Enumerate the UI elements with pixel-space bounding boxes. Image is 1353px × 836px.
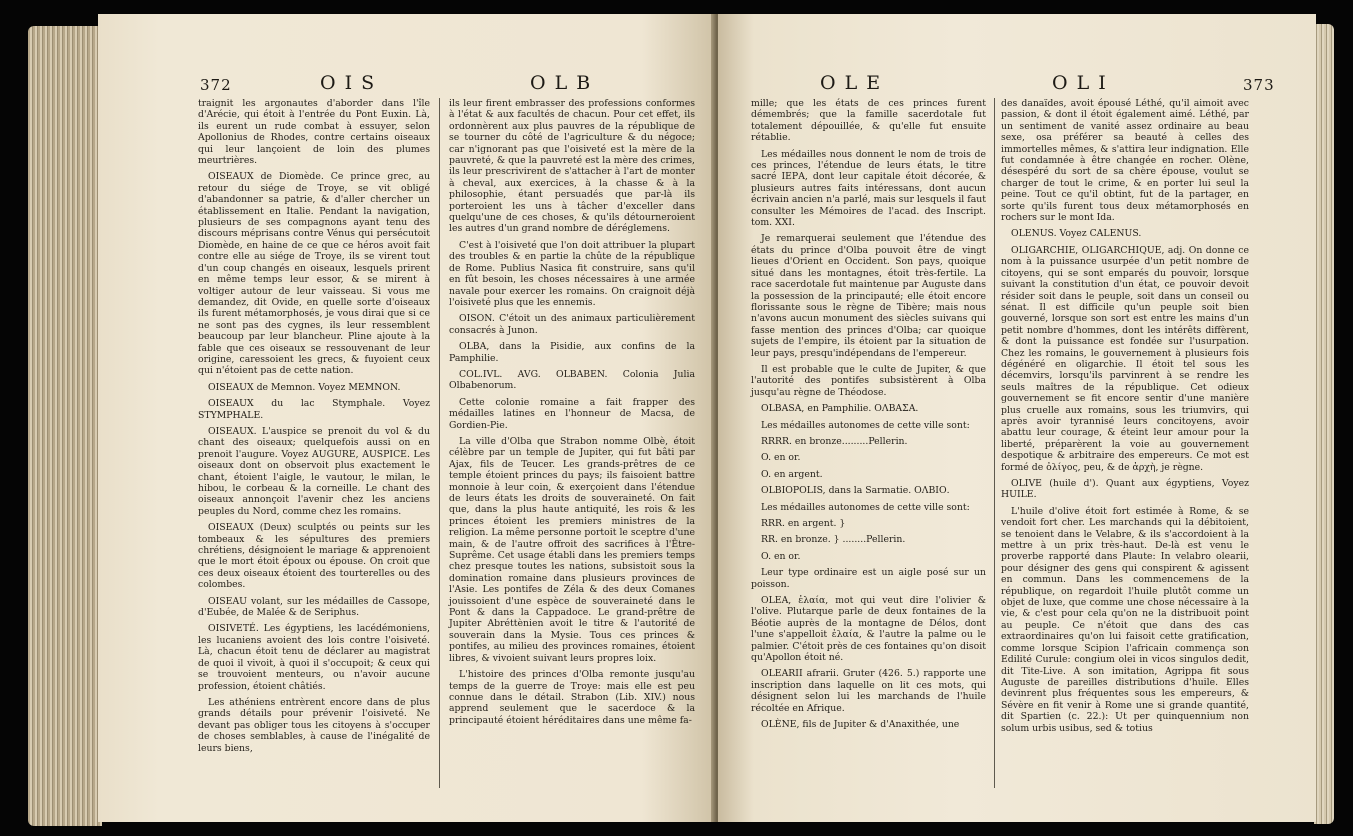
- paragraph: C'est à l'oisiveté que l'on doit attribuer la plupart des troubles & en partie la chûte de la république de Rome. Publius Nasica fit construire, sans qu'il en fût besoin, les choses nécessaires à une armée navale pour exercer les romains. On craignoit déjà l'oisiveté plus que les ennemis.: [449, 239, 695, 308]
- paragraph: OLBA, dans la Pisidie, aux confins de la Pamphilie.: [449, 341, 695, 364]
- page-edges-left: [28, 26, 102, 826]
- right-page-column-1: [751, 98, 986, 736]
- paragraph: O. en or.: [761, 550, 801, 562]
- paragraph: des danaïdes, avoit épousé Léthé, qu'il aimoit avec passion, & dont il étoit également aimé. Léthé, par un sentiment de vanité assez ordinaire au beau sexe, osa préférer sa beauté à celles des immortelles mêmes, & s'attira leur indignation. Elle fut condamnée à être changée en rocher. Olène, désespéré du sort de sa chère épouse, voulut se charger de tout le crime, & en porter lui seul la peine. Tout ce qu'il obtint, fut de la partager, en sorte qu'ils furent tous deux métamorphosés en rochers sur le mont Ida.: [1001, 98, 1249, 224]
- page-edges-right: [1314, 24, 1334, 824]
- left-page-column-2: [449, 98, 695, 731]
- paragraph: OISEAUX de Memnon. Voyez MEMNON.: [208, 381, 401, 393]
- paragraph: OLIGARCHIE, OLIGARCHIQUE, adj. On donne ce nom à la puissance usurpée d'un petit nombre de citoyens, qui se sont emparés du pouvoir, lorsque suivant la constitution d'un état, ce pouvoir devoit résider soit dans le peuple, soit dans un conseil ou sénat. Il est difficile qu'un peuple soit bien gouverné, lorsque son sort est entre les mains d'un petit nombre d'hommes, dont les intérêts diffèrent, & dont la puissance est fondée sur l'usurpation. Chez les romains, le gouvernement à plusieurs fois dégénéré en oligarchie. Il étoit tel sous les décemvirs, lorsqu'ils parvinrent à se rendre les seuls maîtres de la république. Cet odieux gouvernement se fit encore sentir d'une manière plus cruelle aux romains, sous les triumvirs, qui après avoir tyrannisé leurs concitoyens, avoir abattu leur courage, & éteint leur amour pour la liberté, préparèrent la voie au gouvernement despotique & arbitraire des empereurs. Ce mot est formé de ὀλίγος, peu, & de ἀρχὴ, je règne.: [1001, 244, 1249, 473]
- paragraph: OLBASA, en Pamphilie. ΟΛΒΑΣΑ.: [761, 403, 919, 415]
- paragraph: OISON. C'étoit un des animaux particulièrement consacrés à Junon.: [449, 313, 695, 336]
- paragraph: Cette colonie romaine a fait frapper des médailles latines en l'honneur de Macsa, de Gordien-Pie.: [449, 396, 695, 431]
- paragraph: L'histoire des princes d'Olba remonte jusqu'au temps de la guerre de Troye: mais elle est peu connue dans le détail. Strabon (Lib. XIV.) nous apprend seulement que le sacerdoce & la principauté étoient héréditaires dans une même fa-: [449, 669, 695, 726]
- paragraph: OISEAUX de Diomède. Ce prince grec, au retour du siége de Troye, se vit obligé d'abandonner sa patrie, & d'aller chercher un établissement en Italie. Pendant la navigation, plusieurs de ses compagnons ayant tenu des discours méprisans contre Vénus qui persécutoit Diomède, en haine de ce que ce héros avoit fait contre elle au siége de Troye, ils se virent tout d'un coup changés en oiseaux, lesquels prirent en même temps leur essor, & se mirent à voltiger autour de leur vaisseau. Si vous me demandez, dit Ovide, en quelle sorte d'oiseaux ils furent métamorphosés, je vous dirai que si ce ne sont pas des cygnes, ils leur ressemblent beaucoup par leur blancheur. Pline ajoute à la fable que ces oiseaux se ressouvenant de leur origine, caressoient les grecs, & fuyoient ceux qui n'étoient pas de cette nation.: [198, 171, 430, 377]
- running-head-left: OLE: [820, 72, 890, 94]
- paragraph: COL.IVL. AVG. OLBABEN. Colonia Julia Olbabenorum.: [449, 368, 695, 392]
- paragraph: O. en or.: [761, 452, 801, 464]
- paragraph: traignit les argonautes d'aborder dans l'île d'Arécie, qui étoit à l'entrée du Pont Euxin. Là, ils eurent un rude combat à essuyer, selon Apollonius de Rhodes, contre certains oiseaux qui leur lançoient de loin des plumes meurtrières.: [198, 98, 430, 167]
- paragraph: OISIVETÉ. Les égyptiens, les lacédémoniens, les lucaniens avoient des lois contre l'oisiveté. Là, chacun étoit tenu de déclarer au magistrat de quoi il vivoit, à quoi il s'occupoit; & ceux qui se trouvoient menteurs, ou n'avoir aucune profession, étoient châtiés.: [198, 623, 430, 692]
- paragraph: OISEAU volant, sur les médailles de Cassope, d'Eubée, de Malée & de Seriphus.: [198, 595, 430, 619]
- column-rule: [994, 98, 995, 788]
- paragraph: Je remarquerai seulement que l'étendue des états du prince d'Olba pouvoit être de vingt lieues d'Orient en Occident. Son pays, quoique situé dans les montagnes, étoit très-fertile. La race sacerdotale fut maintenue par Auguste dans la possession de la principauté; elle étoit encore florissante sous le règne de Tibère; mais nous n'avons aucun monument des siècles suivans qui fasse mention des princes d'Olba; car quoique sujets de l'empire, ils étoient par la situation de leur pays, presqu'indépendans de l'empereur.: [751, 233, 986, 359]
- paragraph: OLEARII afrarii. Gruter (426. 5.) rapporte une inscription dans laquelle on lit ces mots, qui désignent selon lui les marchands de l'huile récoltée en Afrique.: [751, 668, 986, 714]
- paragraph: RRRR. en bronze.........Pellerin.: [761, 435, 908, 447]
- column-rule: [439, 98, 440, 788]
- right-page: [718, 14, 1316, 822]
- paragraph: Les athéniens entrèrent encore dans de plus grands détails pour prévenir l'oisiveté. Ne devant pas obliger tous les citoyens à s'occuper de choses semblables, à cause de l'inégalité de leurs biens,: [198, 696, 430, 754]
- paragraph: OLENUS. Voyez CALENUS.: [1011, 228, 1142, 240]
- paragraph: Les médailles autonomes de cette ville sont:: [761, 419, 970, 431]
- paragraph: ils leur firent embrasser des professions conformes à l'état & aux facultés de chacun. Pour cet effet, ils ordonnèrent aux plus pauvres de la république de se tourner du côté de l'agriculture & du négoce; car n'ignorant pas que l'oisiveté est la mère de la pauvreté, & que la pauvreté est la mère des crimes, ils leur prescrivirent de s'attacher à l'art de monter à cheval, aux exercices, à la chasse & à la philosophie, étant persuadés que par-là ils porteroient les uns à tâcher d'exceller dans quelqu'une de ces choses, & qu'ils détourneroient les autres d'un grand nombre de déréglemens.: [449, 98, 695, 235]
- paragraph: OLEA, ἐλαία, mot qui veut dire l'olivier & l'olive. Plutarque parle de deux fontaines de la Béotie auprès de la montagne de Délos, dont l'une s'appelloit ἐλαία, & l'autre la palme ou le palmier. C'étoit près de ces fontaines qu'on disoit qu'Apollon étoit né.: [751, 595, 986, 664]
- left-page: [98, 14, 716, 822]
- paragraph: OLÈNE, fils de Jupiter & d'Anaxithée, une: [761, 719, 960, 731]
- paragraph: mille; que les états de ces princes furent démembrés; que la famille sacerdotale fut totalement dépouillée, & qu'elle fut ensuite rétablie.: [751, 98, 986, 144]
- paragraph: La ville d'Olba que Strabon nomme Olbè, étoit célèbre par un temple de Jupiter, qui fut bâti par Ajax, fils de Teucer. Les grands-prêtres de ce temple étoient princes du pays; ils faisoient battre monnoie à leur coin, & exerçoient dans l'étendue de leurs états les droits de souveraineté. On fait que, dans la plus haute antiquité, les rois & les princes étoient les premiers ministres de la religion. La même personne portoit le sceptre d'une main, & de l'autre offroit des sacrifices à l'Être-Suprême. Cet usage établi dans les premiers temps chez presque toutes les nations, subsistoit sous la domination romaine dans plusieurs provinces de l'Asie. Les pontifes de Zéla & des deux Comanes jouissoient d'une espèce de souveraineté dans le Pont & dans la Cappadoce. Le grand-prêtre de Jupiter Abréttènien avoit le titre & l'autorité de souverain dans la Mysie. Tous ces princes & pontifes, au milieu des provinces romaines, étoient libres, & vivoient suivant leurs propres loix.: [449, 435, 695, 664]
- paragraph: OISEAUX du lac Stymphale. Voyez STYMPHALE.: [198, 398, 430, 421]
- paragraph: Les médailles autonomes de cette ville sont:: [761, 501, 970, 513]
- paragraph: OLIVE (huile d'). Quant aux égyptiens, Voyez HUILE.: [1001, 478, 1249, 501]
- paragraph: Leur type ordinaire est un aigle posé sur un poisson.: [751, 567, 986, 590]
- running-head-right: OLI: [1052, 72, 1115, 94]
- paragraph: L'huile d'olive étoit fort estimée à Rome, & se vendoit fort cher. Les marchands qui la débitoient, se tenoient dans le Velabre, & ils s'accordoient à la mettre à un prix très-haut. De-là est venu le proverbe rapporté dans Plaute: In velabro olearii, pour désigner des gens qui conspirent & agissent en commun. Dans les commencemens de la république, on regardoit l'huile plutôt comme un objet de luxe, que comme une chose nécessaire à la vie, & c'est pour cela qu'on ne la distribuoit point au peuple. Ce n'étoit que dans des cas extraordinaires qu'on lui faisoit cette gratification, comme lorsque Scipion l'africain commença son Edilité Curule: congium olei in vicos singulos dedit, dit Tite-Live. A son imitation, Agrippa fit sous Auguste de pareilles distributions d'huile. Elles devinrent plus fréquentes sous les empereurs, & Sévère en fit venir à Rome une si grande quantité, dit Spartien (c. 22.): Ut per quinquennium non solum urbis usibus, sed & totius: [1001, 505, 1249, 734]
- paragraph: RRR. en argent. }: [761, 518, 846, 529]
- paragraph: Il est probable que le culte de Jupiter, & que l'autorité des pontifes subsistèrent à Olba jusqu'au règne de Théodose.: [751, 363, 986, 398]
- paragraph: RR. en bronze. } ........Pellerin.: [761, 534, 906, 546]
- running-head-right: OLB: [530, 72, 600, 94]
- page-number-right: 373: [1243, 76, 1275, 94]
- paragraph: Les médailles nous donnent le nom de trois de ces princes, l'étendue de leurs états, le titre sacré ΙΕΡΑ, dont leur capitale étoit décorée, & plusieurs autres faits intéressans, dont aucun écrivain ancien n'a parlé, mais sur lesquels il faut consulter les Mémoires de l'acad. des Inscript. tom. XXI.: [751, 148, 986, 229]
- paragraph: OISEAUX. L'auspice se prenoit du vol & du chant des oiseaux; quelquefois aussi on en prenoit l'augure. Voyez AUGURE, AUSPICE. Les oiseaux dont on observoit plus exactement le chant, étoient l'aigle, le vautour, le milan, le hibou, le corbeau & la corneille. Le chant des oiseaux annonçoit l'avenir chez les anciens peuples du Nord, comme chez les romains.: [198, 425, 430, 517]
- right-page-column-2: [1001, 98, 1249, 739]
- running-head-left: OIS: [320, 72, 384, 94]
- page-number-left: 372: [200, 76, 232, 94]
- paragraph: O. en argent.: [761, 468, 823, 480]
- open-book: [28, 14, 1334, 830]
- paragraph: OLBIOPOLIS, dans la Sarmatie. ΟΛΒΙΟ.: [761, 485, 950, 497]
- paragraph: OISEAUX (Deux) sculptés ou peints sur les tombeaux & les sépultures des premiers chrétiens, désignoient le mariage & apprenoient que le mort étoit époux ou épouse. On croit que ces deux oiseaux étoient des tourterelles ou des colombes.: [198, 522, 430, 591]
- left-page-column-1: [198, 98, 430, 759]
